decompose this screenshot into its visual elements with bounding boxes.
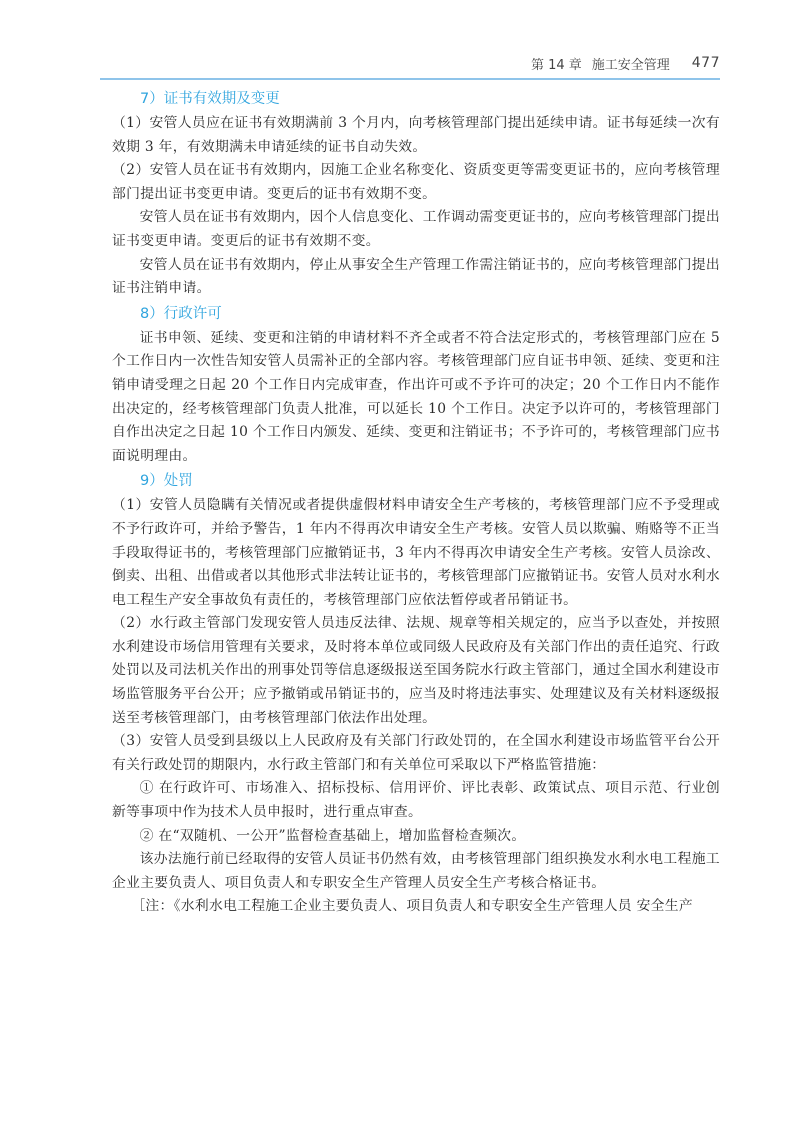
paragraph: 该办法施行前已经取得的安管人员证书仍然有效，由考核管理部门组织换发水利水电工程施工企业主要负责人、项目负责人和专职安全生产管理人员安全生产考核合格证书。 bbox=[112, 851, 720, 891]
paragraph: 安管人员在证书有效期内，因个人信息变化、工作调动需变更证书的，应向考核管理部门提出证书变更申请。变更后的证书有效期不变。 bbox=[112, 209, 720, 249]
section-heading-9: 9）处罚 bbox=[140, 473, 193, 490]
list-item: ① 在行政许可、市场准入、招标投标、信用评价、评比表彰、政策试点、项目示范、行业创新等事项中作为技术人员申报时，进行重点审查。 bbox=[112, 780, 720, 821]
paragraph: 证书申领、延续、变更和注销的申请材料不齐全或者不符合法定形式的，考核管理部门应在 5 个工作日内一次性告知安管人员需补正的全部内容。考核管理部门应自证书申领、延续、变更和注销申请受理之日起 20 个工作日内完成审查，作出许可或不予许可的决定；20 个工作日内不能作出决定的，经考核管理部门负责人批准，可以延长 10 个工作日。决定予以许可的，考核管理部门自作出决定之日起 10 个工作日内颁发、延续、变更和注销证书；不予许可的，考核管理部门应书面说明理由。 bbox=[112, 329, 720, 464]
paragraph: 安管人员在证书有效期内，停止从事安全生产管理工作需注销证书的，应向考核管理部门提出证书注销申请。 bbox=[112, 256, 720, 297]
body-text bbox=[112, 86, 720, 919]
page-number: 477 bbox=[691, 55, 720, 71]
paragraph: （1）安管人员应在证书有效期满前 3 个月内，向考核管理部门提出延续申请。证书每延续一次有效期 3 年，有效期满未申请延续的证书自动失效。 bbox=[112, 115, 720, 155]
list-item: ② 在“双随机、一公开”监督检查基础上，增加监督检查频次。 bbox=[139, 827, 526, 844]
chapter-title: 施工安全管理 bbox=[591, 57, 670, 73]
section-heading-7: 7）证书有效期及变更 bbox=[140, 91, 280, 107]
running-header bbox=[100, 50, 720, 76]
paragraph: （1）安管人员隐瞒有关情况或者提供虚假材料申请安全生产考核的，考核管理部门应不予受理或不予行政许可，并给予警告，1 年内不得再次申请安全生产考核。安管人员以欺骗、贿赂等不正当手段取得证书的，考核管理部门应撤销证书，3 年内不得再次申请安全生产考核。安管人员涂改、倒卖、出租、出借或者以其他形式非法转让证书的，考核管理部门应撤销证书。安管人员对水利水电工程生产安全事故负有责任的，考核管理部门应依法暂停或者吊销证书。 bbox=[112, 497, 720, 608]
paragraph: （3）安管人员受到县级以上人民政府及有关部门行政处罚的，在全国水利建设市场监管平台公开有关行政处罚的期限内，水行政主管部门和有关单位可采取以下严格监管措施： bbox=[112, 733, 720, 773]
paragraph: （2）水行政主管部门发现安管人员违反法律、法规、规章等相关规定的，应当予以查处，并按照水利建设市场信用管理有关要求，及时将本单位或同级人民政府及有关部门作出的责任追究、行政处罚以及司法机关作出的刑事处罚等信息逐级报送至国务院水行政主管部门，通过全国水利建设市场监管服务平台公开；应予撤销或吊销证书的，应当及时将违法事实、处理建议及有关材料逐级报送至考核管理部门，由考核管理部门依法作出处理。 bbox=[112, 615, 720, 726]
footnote: ［注：《水利水电工程施工企业主要负责人、项目负责人和专职安全生产管理人员 安全生产 bbox=[131, 898, 693, 915]
header-rule bbox=[100, 78, 720, 80]
chapter-number: 第 14 章 bbox=[530, 57, 582, 73]
section-heading-8: 8）行政许可 bbox=[140, 305, 222, 322]
paragraph: （2）安管人员在证书有效期内，因施工企业名称变化、资质变更等需变更证书的，应向考核管理部门提出证书变更申请。变更后的证书有效期不变。 bbox=[112, 162, 720, 202]
